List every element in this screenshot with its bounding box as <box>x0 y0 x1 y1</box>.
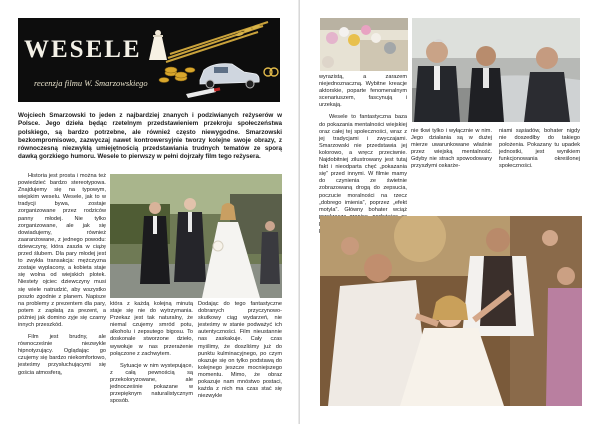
film-banner <box>18 18 280 102</box>
bride-figure-icon <box>149 30 167 60</box>
body-paragraph: Film jest brudny, ale równocześnie niezwykle hipnotyzujący. Oglądając go czujemy się bardzo niekomfortowo, jesteśmy przysłuchującymi się gościa atmosferą, <box>18 334 106 376</box>
text-column-left <box>18 173 106 382</box>
wedding-couple-photo <box>110 174 282 298</box>
rings-icon <box>264 68 278 76</box>
lead-paragraph: Wojciech Smarzowski to jeden z najbardziej znanych i podziwianych reżyserów w Polsce. Jego dzieła będąc rzetelnym przedstawieniem przekroju społeczeństwa polskiego, są bardzo potrzebne, ale również często niewygodne. Smarzowski bezkompromisowo, zazwyczaj nawet kontrowersyjnie tworzy kolejne swoje obrazy, z równoczesną niezwykłą umiejętnością przedstawiania trudnych tematów ze sporą dawką gorzkiego humoru. Wesele to pierwszy w pełni dojrzały film tego reżysera. <box>18 112 282 161</box>
text-column-right-c <box>499 128 580 176</box>
body-paragraph: Sytuacje w nim wystepujące, z całą pewnością są przekoloryzowane, ale jednocześnie pokazane w przepięknym naturalistycznym sposób. <box>110 362 193 405</box>
three-men-photo <box>412 18 580 122</box>
text-column-mid-b <box>198 301 282 405</box>
balloons-photo <box>320 18 408 71</box>
text-column-right-b <box>411 128 492 176</box>
banner-title: WESELE <box>24 36 142 63</box>
body-paragraph: która z każdą kolejną minutą staje się nie do wytrzymania. Przekaz jest tak naturalny, że niemal czujemy smród potu, alkoholu i zepsutego bigosu. To doskonale stworzone dzieło, wywołuje w nas przerażenie połączone z zachwytem. <box>110 301 193 357</box>
coins-icon <box>159 67 195 83</box>
right-page <box>300 0 600 424</box>
text-column-mid-a <box>110 301 193 410</box>
wedding-party-photo <box>320 216 582 406</box>
body-paragraph: Dodając do tego fantastyczne dobranych przyczynowo-skutkowy ciąg wydarzeń, nie jesteśmy w stanie podważyć ich autentyczności. Film nieustannie nas zaskakuje. Cały czas myślimy, że doszliśmy już do punktu kulminacyjnego, po czym okazuje się on tylko podstawą do kolejnego jeszcze mocniejszego momentu. Mimo, że obraz pokazuje nam mnóstwo postaci, każda z nich ma czas stać się niezwykle <box>198 301 282 400</box>
body-paragraph: niami sąsiadów, bohater nigdy nie doszedłby do takiego położenia. Pokazany tu upadek jednostki, jest wynikiem funkcjonowania określonej społeczności. <box>499 128 580 170</box>
wedding-car-icon <box>200 64 259 88</box>
body-paragraph: wyrazistą, a zarazem niejednoznaczną. Wybitne kreacje aktorskie, poparte fenomenalnym scenariuszem, fascynują i urzekają. <box>319 74 407 109</box>
body-paragraph: Wesele to fantastyczna baza do pokazania mentalności wiejskiej oraz całej tej społeczności, wraz z jej tradycjami i zwyczajami. Smarzowski nie przedstawia jej kolorowo, a wręcz przeciwnie. Najdobitniej zilustrowany jest tutaj fakt i nieodparta chęć „pokazania się” przed innymi. W filmie mamy do czynienia ze świetnie zobrazowaną drogą do zepsucia, poczucie moralności na rzecz „dobrego imienia”, poprzez „efekt motyla”. Główny bohater wciąż <box>319 114 407 213</box>
body-paragraph: Historia jest prosta i można też powiedzieć bardzo stereotypowa. Znajdujemy się na typowym, wiejskim weselu. Wesele, jak to w tradycji bywa, zostaje zorganizowane przez rodziców panny młodej. Nie tylko zorganizowane, ale jak się dowiadujemy, również zaaranżowane, z jednego powodu: dziewczyny, która zaszła w ciążę przed ślubem. Dla pary młodej jest to zwykła transakcja: mężczyzna zostaje wyplacony, a kobieta staje się wolna od wiejskich plotek. Niestety ojciec dziewczyny musi się wiele natrudzić, aby wszystko poszło zgodnie z planem. Napisze na problemy z prezentem dla pary, potem z zapłatą za prezent, a później jak domino zyje się czarny innych przeszkód. <box>18 173 106 328</box>
banner-subtitle: recenzja filmu W. Smarzowskiego <box>34 78 148 88</box>
body-paragraph: nie tkwi tylko i wyłącznie w nim. Jego działania są w dużej mierze uwarunkowane właśnie przez wiejską mentalność. Gdyby nie strach spowodowany przyszłymi oskarże- <box>411 128 492 170</box>
vodka-bottle-icon <box>186 87 220 98</box>
